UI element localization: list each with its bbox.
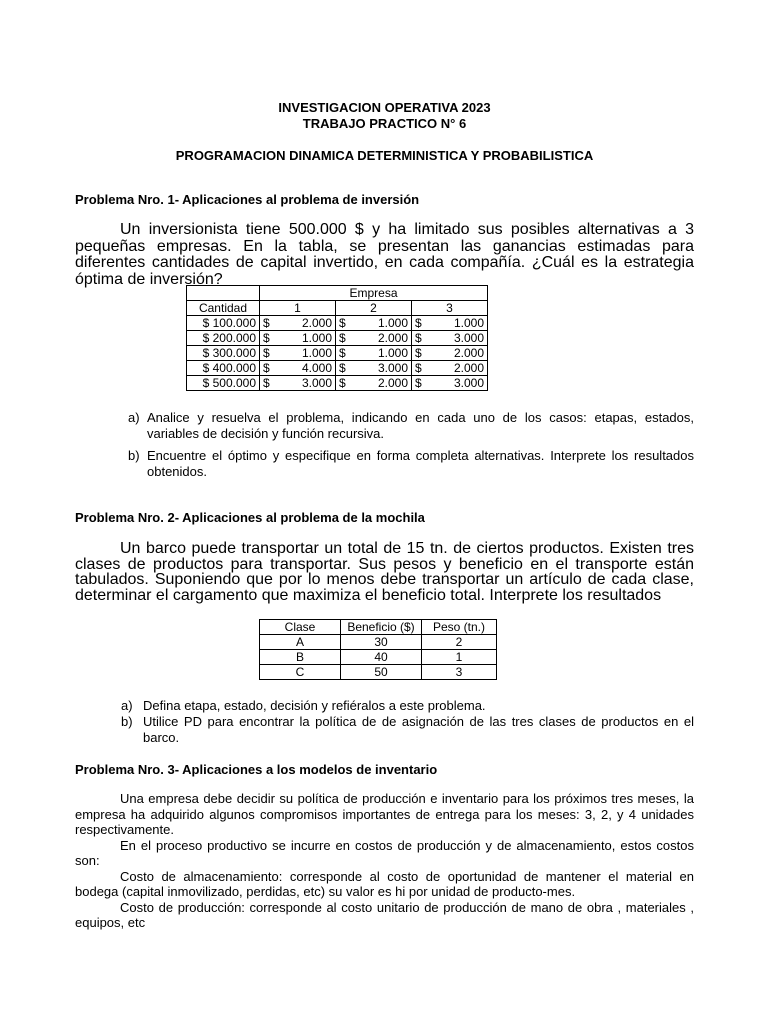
table-header-peso: Peso (tn.) [422,620,497,635]
table-cell: 3 [422,665,497,680]
problem-2-title: Problema Nro. 2- Aplicaciones al problema de la mochila [75,510,425,525]
value-amount: 4.000 [301,361,332,375]
course-title: INVESTIGACION OPERATIVA 2023 [278,100,491,115]
table-cell: B [260,650,341,665]
problem-2-text: Un barco puede transportar un total de 15 tn. de ciertos productos. Existen tres clases de productos para transportar. Sus pesos y beneficio en el transporte están tabulados. Suponiendo que por lo menos debe transportar un artículo de cada clase, determinar el cargamento que maximiza el beneficio total. Interprete los resultados [75,540,694,604]
value-amount: 3.000 [453,376,484,390]
value-cell [412,346,488,361]
value-cell [260,346,336,361]
cantidad-cell: $ 500.000 [187,376,260,391]
value-cell [336,331,412,346]
table-header-col2: 2 [336,301,412,316]
value-cell [260,361,336,376]
table-group-header: Empresa [260,286,488,301]
currency-symbol: $ [415,376,422,390]
problem-3-body [75,791,694,931]
item-text: Utilice PD para encontrar la política de de asignación de las tres clases de productos en el barco. [143,714,694,745]
table-row [187,316,488,331]
value-cell [412,331,488,346]
currency-symbol: $ [415,346,422,360]
item-label: b) [121,714,133,729]
table-header-cantidad: Cantidad [187,301,260,316]
currency-symbol: $ [263,361,270,375]
table-cell: 30 [341,635,422,650]
value-amount: 2.000 [301,316,332,330]
table-cell: 2 [422,635,497,650]
problem-3-para-2: En el proceso productivo se incurre en costos de producción y de almacenamiento, estos costos son: [75,837,694,868]
cantidad-cell: $ 100.000 [187,316,260,331]
value-amount: 1.000 [453,316,484,330]
table-header-clase: Clase [260,620,341,635]
list-item [128,448,694,480]
table-row [260,665,497,680]
value-amount: 2.000 [377,376,408,390]
value-amount: 3.000 [377,361,408,375]
currency-symbol: $ [263,316,270,330]
problem-1-text: Un inversionista tiene 500.000 $ y ha limitado sus posibles alternativas a 3 pequeñas empresas. En la tabla, se presentan las ganancias estimadas para diferentes cantidades de capital invertido, en cada compañía. ¿Cuál es la estrategia óptima de inversión? [75,221,694,288]
document-header [75,100,694,164]
problem-1-title: Problema Nro. 1- Aplicaciones al problema de inversión [75,192,420,207]
currency-symbol: $ [339,376,346,390]
problem-3-title: Problema Nro. 3- Aplicaciones a los modelos de inventario [75,762,438,777]
problem-3-para-4: Costo de producción: corresponde al costo unitario de producción de mano de obra , materiales , equipos, etc [75,899,694,930]
table-cell: 50 [341,665,422,680]
currency-symbol: $ [339,361,346,375]
problem-3-para-1: Una empresa debe decidir su política de producción e inventario para los próximos tres meses, la empresa ha adquirido algunos compromisos importantes de entrega para los meses: 3, 2, y 4 unidades respectivamente. [75,791,694,837]
value-amount: 2.000 [453,361,484,375]
problem-1-questions [128,410,694,480]
value-cell [336,361,412,376]
table-cell: 1 [422,650,497,665]
table-row [187,376,488,391]
value-cell [336,316,412,331]
currency-symbol: $ [263,346,270,360]
currency-symbol: $ [415,331,422,345]
table-cell: C [260,665,341,680]
list-item [121,714,694,746]
table-header-beneficio: Beneficio ($) [341,620,422,635]
value-cell [260,331,336,346]
currency-symbol: $ [339,316,346,330]
table-cell: 40 [341,650,422,665]
value-amount: 1.000 [301,346,332,360]
value-amount: 2.000 [453,346,484,360]
list-item [128,410,694,442]
topic-title: PROGRAMACION DINAMICA DETERMINISTICA Y PROBABILISTICA [175,148,594,163]
value-amount: 2.000 [377,331,408,345]
table-row [260,635,497,650]
table-row [187,331,488,346]
item-text: Analice y resuelva el problema, indicando en cada uno de los casos: etapas, estados, variables de decisión y función recursiva. [147,410,694,441]
value-amount: 1.000 [301,331,332,345]
table-row [187,361,488,376]
knapsack-table [259,619,497,680]
currency-symbol: $ [263,331,270,345]
value-cell [260,376,336,391]
table-header-col3: 3 [412,301,488,316]
currency-symbol: $ [415,361,422,375]
value-amount: 3.000 [301,376,332,390]
cantidad-cell: $ 400.000 [187,361,260,376]
value-amount: 3.000 [453,331,484,345]
table-row [187,346,488,361]
table-cell: A [260,635,341,650]
value-amount: 1.000 [377,346,408,360]
item-label: a) [121,698,133,713]
item-text: Encuentre el óptimo y especifique en forma completa alternativas. Interprete los resultados obtenidos. [147,448,694,479]
currency-symbol: $ [263,376,270,390]
item-text: Defina etapa, estado, decisión y refiéralos a este problema. [143,698,486,713]
value-cell [412,376,488,391]
currency-symbol: $ [415,316,422,330]
value-cell [336,346,412,361]
value-cell [412,361,488,376]
item-label: a) [128,410,140,425]
list-item [121,698,694,714]
item-label: b) [128,448,140,463]
assignment-title: TRABAJO PRACTICO N° 6 [302,116,467,131]
currency-symbol: $ [339,346,346,360]
table-row [260,650,497,665]
cantidad-cell: $ 200.000 [187,331,260,346]
cantidad-cell: $ 300.000 [187,346,260,361]
value-cell [336,376,412,391]
problem-2-questions [121,698,694,746]
value-cell [260,316,336,331]
problem-3-para-3: Costo de almacenamiento: corresponde al costo de oportunidad de mantener el material en bodega (capital inmovilizado, perdidas, etc) su valor es hi por unidad de producto-mes. [75,868,694,899]
value-amount: 1.000 [377,316,408,330]
table-header-col1: 1 [260,301,336,316]
investment-table [186,285,488,391]
currency-symbol: $ [339,331,346,345]
value-cell [412,316,488,331]
